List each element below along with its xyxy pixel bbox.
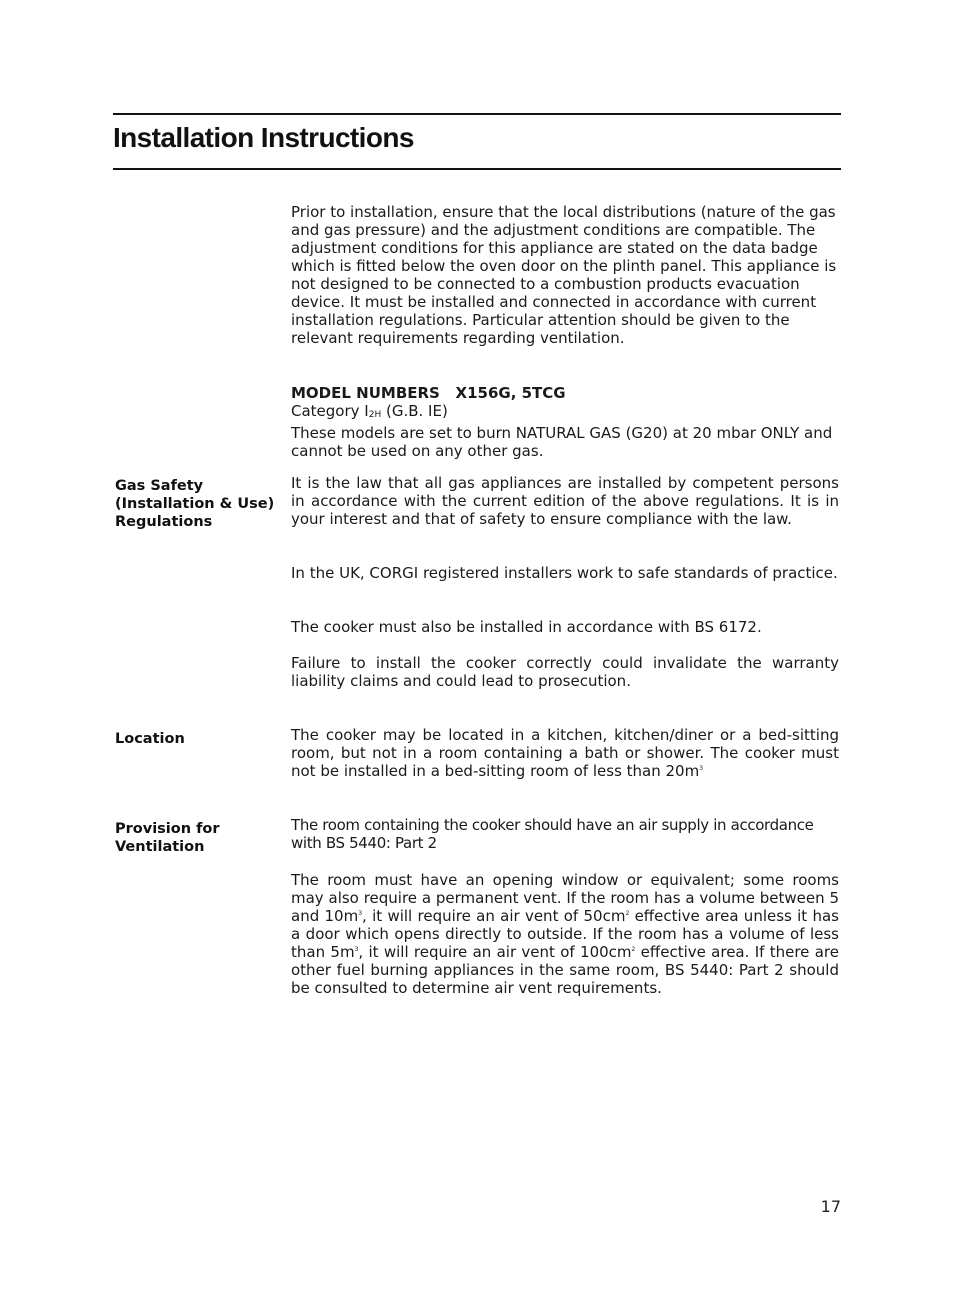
page-title: Installation Instructions: [113, 122, 414, 153]
gas-note: These models are set to burn NATURAL GAS (G20) at 20 mbar ONLY and cannot be used on any other gas.: [291, 424, 833, 460]
ventilation-p2-sup-1: 3: [358, 910, 363, 917]
model-block: [291, 384, 839, 460]
ventilation-p2-text-a: The room must have an opening window or equivalent; some rooms may also require a permanent vent. If the room has a volume between 5 and 10m: [291, 871, 839, 925]
category-subscript: 2H: [368, 410, 382, 420]
category-line: [291, 402, 839, 424]
location-superscript: 3: [699, 765, 704, 772]
gas-safety-heading-line2: (Installation & Use): [115, 496, 275, 512]
gas-safety-heading-line1: Gas Safety: [115, 478, 204, 494]
location-heading: Location: [115, 731, 185, 747]
header-top-rule: [113, 113, 841, 115]
location-text: The cooker may be located in a kitchen, kitchen/diner or a bed-sitting room, but not in a room containing a bath or shower. The cooker must not be installed in a bed-sitting room of less than 20m: [291, 726, 839, 780]
gas-safety-paragraph-2: In the UK, CORGI registered installers work to safe standards of practice.: [291, 564, 838, 582]
ventilation-p2-text-b: , it will require an air vent of 50cm: [362, 907, 626, 925]
gas-safety-heading: [115, 477, 280, 531]
intro-paragraph: Prior to installation, ensure that the local distributions (nature of the gas and gas pressure) and the adjustment conditions are compatible. The adjustment conditions for this appliance are stated on the data badge which is fitted below the oven door on the plinth panel. This appliance is not designed to be connected to a combustion products evacuation device. It must be installed and connected in accordance with current installation regulations. Particular attention should be given to the relevant requirements regarding ventilation.: [291, 203, 837, 347]
ventilation-p2-text-e: effective area. If there are other fuel burning appliances in the same room, BS 5440: Part 2 should be consulted to determine air vent requirements.: [291, 943, 839, 997]
ventilation-p2-sup-4: 2: [631, 946, 636, 953]
model-numbers-heading: MODEL NUMBERS X156G, 5TCG: [291, 384, 566, 402]
ventilation-p2-text-d: , it will require an air vent of 100cm: [358, 943, 632, 961]
ventilation-paragraph-2: [291, 871, 839, 997]
category-prefix: Category I: [291, 402, 369, 420]
gas-safety-heading-line3: Regulations: [115, 514, 213, 530]
ventilation-heading: [115, 820, 280, 856]
page-number: 17: [820, 1197, 841, 1216]
gas-safety-paragraph-4: Failure to install the cooker correctly could invalidate the warranty liability claims and could lead to prosecution.: [291, 654, 839, 690]
ventilation-heading-line2: Ventilation: [115, 839, 205, 855]
ventilation-p2-sup-3: 3: [354, 946, 359, 953]
header-bottom-rule: [113, 168, 841, 170]
ventilation-p2-sup-2: 2: [625, 910, 630, 917]
gas-safety-paragraph-1: It is the law that all gas appliances are installed by competent persons in accordance with the current edition of the above regulations. It is in your interest and that of safety to ensure compliance with the law.: [291, 474, 839, 528]
ventilation-heading-line1: Provision for: [115, 821, 220, 837]
ventilation-paragraph-1: The room containing the cooker should have an air supply in accordance with BS 5440: Part 2: [291, 816, 814, 852]
category-suffix: (G.B. IE): [381, 402, 448, 420]
location-paragraph: [291, 726, 839, 780]
gas-safety-paragraph-3: The cooker must also be installed in accordance with BS 6172.: [291, 618, 762, 636]
ventilation-p2-text-c: effective area unless it has a door which opens directly to outside. If the room has a volume of less than 5m: [291, 907, 840, 961]
